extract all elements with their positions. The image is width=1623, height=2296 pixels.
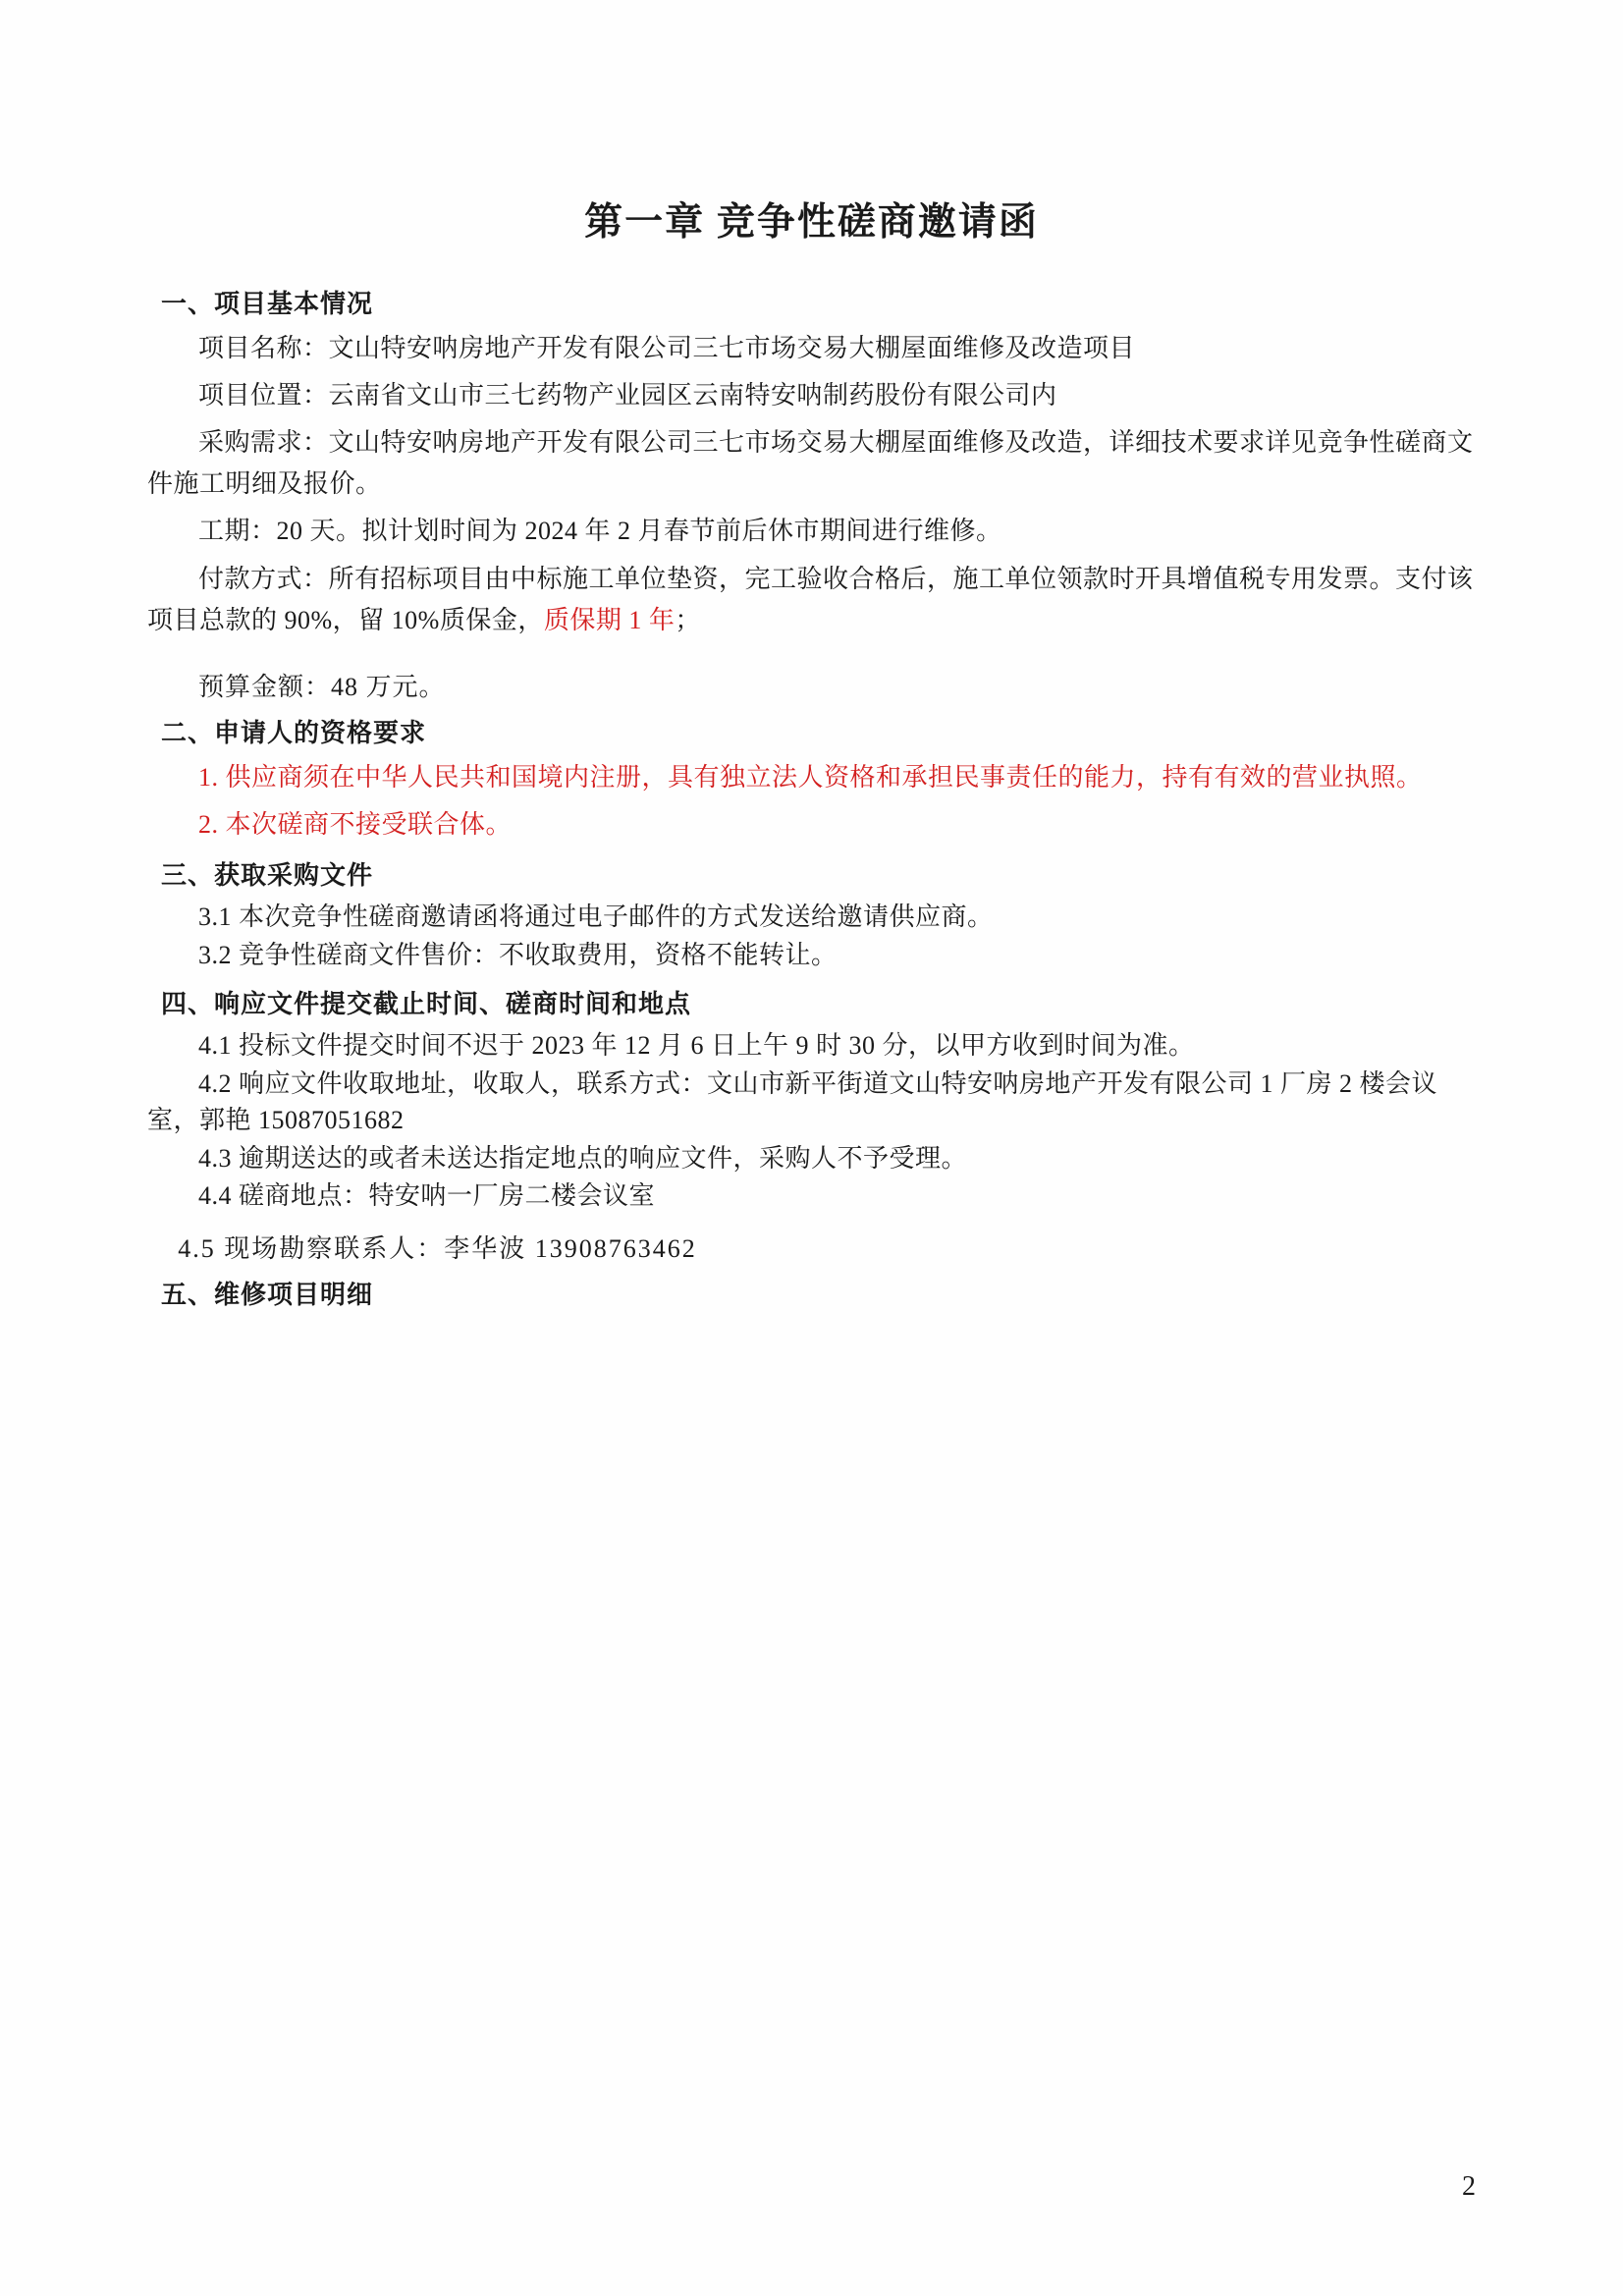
section-heading-5: 五、维修项目明细 [161,1281,374,1310]
section-heading-4: 四、响应文件提交截止时间、磋商时间和地点 [161,989,692,1018]
qualification-item-1: 1. 供应商须在中华人民共和国境内注册，具有独立法人资格和承担民事责任的能力，持有有效的营业执照。 [198,762,1423,792]
document-item-4-5: 4.5 现场勘察联系人：李华波 13908763462 [178,1234,697,1264]
project-name-paragraph: 项目名称：文山特安呐房地产开发有限公司三七市场交易大棚屋面维修及改造项目 [198,334,1136,362]
budget-amount-paragraph: 预算金额：48 万元。 [198,672,446,701]
project-location-paragraph: 项目位置：云南省文山市三七药物产业园区云南特安呐制药股份有限公司内 [198,381,1057,410]
document-item-4-3: 4.3 逾期送达的或者未送达指定地点的响应文件，采购人不予受理。 [198,1143,968,1173]
document-item-4-1: 4.1 投标文件提交时间不迟于 2023 年 12 月 6 日上午 9 时 30 分，以甲方收到时间为准。 [198,1030,1195,1060]
page-number: 2 [1462,2171,1476,2202]
section-heading-1: 一、项目基本情况 [161,290,374,318]
qualification-item-2: 2. 本次磋商不接受联合体。 [198,809,513,839]
procurement-requirement-paragraph: 采购需求：文山特安呐房地产开发有限公司三七市场交易大棚屋面维修及改造，详细技术要求详见竞争性磋商文件施工明细及报价。 [147,428,1474,499]
document-item-3-1: 3.1 本次竞争性磋商邀请函将通过电子邮件的方式发送给邀请供应商。 [198,902,994,931]
section-heading-3: 三、获取采购文件 [161,860,374,890]
warranty-period-highlight: 质保期 1 年 [543,605,676,634]
payment-terms-paragraph [147,559,1476,641]
duration-paragraph: 工期：20 天。拟计划时间为 2024 年 2 月春节前后休市期间进行维修。 [198,517,1002,546]
page-title: 第一章 竞争性磋商邀请函 [584,201,1039,244]
document-item-3-2: 3.2 竞争性磋商文件售价：不收取费用，资格不能转让。 [198,940,838,969]
payment-terms-tail: ； [675,605,701,634]
document-item-4-2: 4.2 响应文件收取地址，收取人，联系方式：文山市新平街道文山特安呐房地产开发有限公司 1 厂房 2 楼会议室，郭艳 15087051682 [147,1068,1438,1134]
payment-terms-lead: 付款方式：所有招标项目由中标施工单位垫资，完工验收合格后，施工单位领款时开具增值税专用发票。支付该项目总款的 90%，留 10%质保金， [147,564,1474,634]
section-heading-2: 二、申请人的资格要求 [161,718,427,747]
document-item-4-4: 4.4 磋商地点：特安呐一厂房二楼会议室 [198,1181,656,1211]
